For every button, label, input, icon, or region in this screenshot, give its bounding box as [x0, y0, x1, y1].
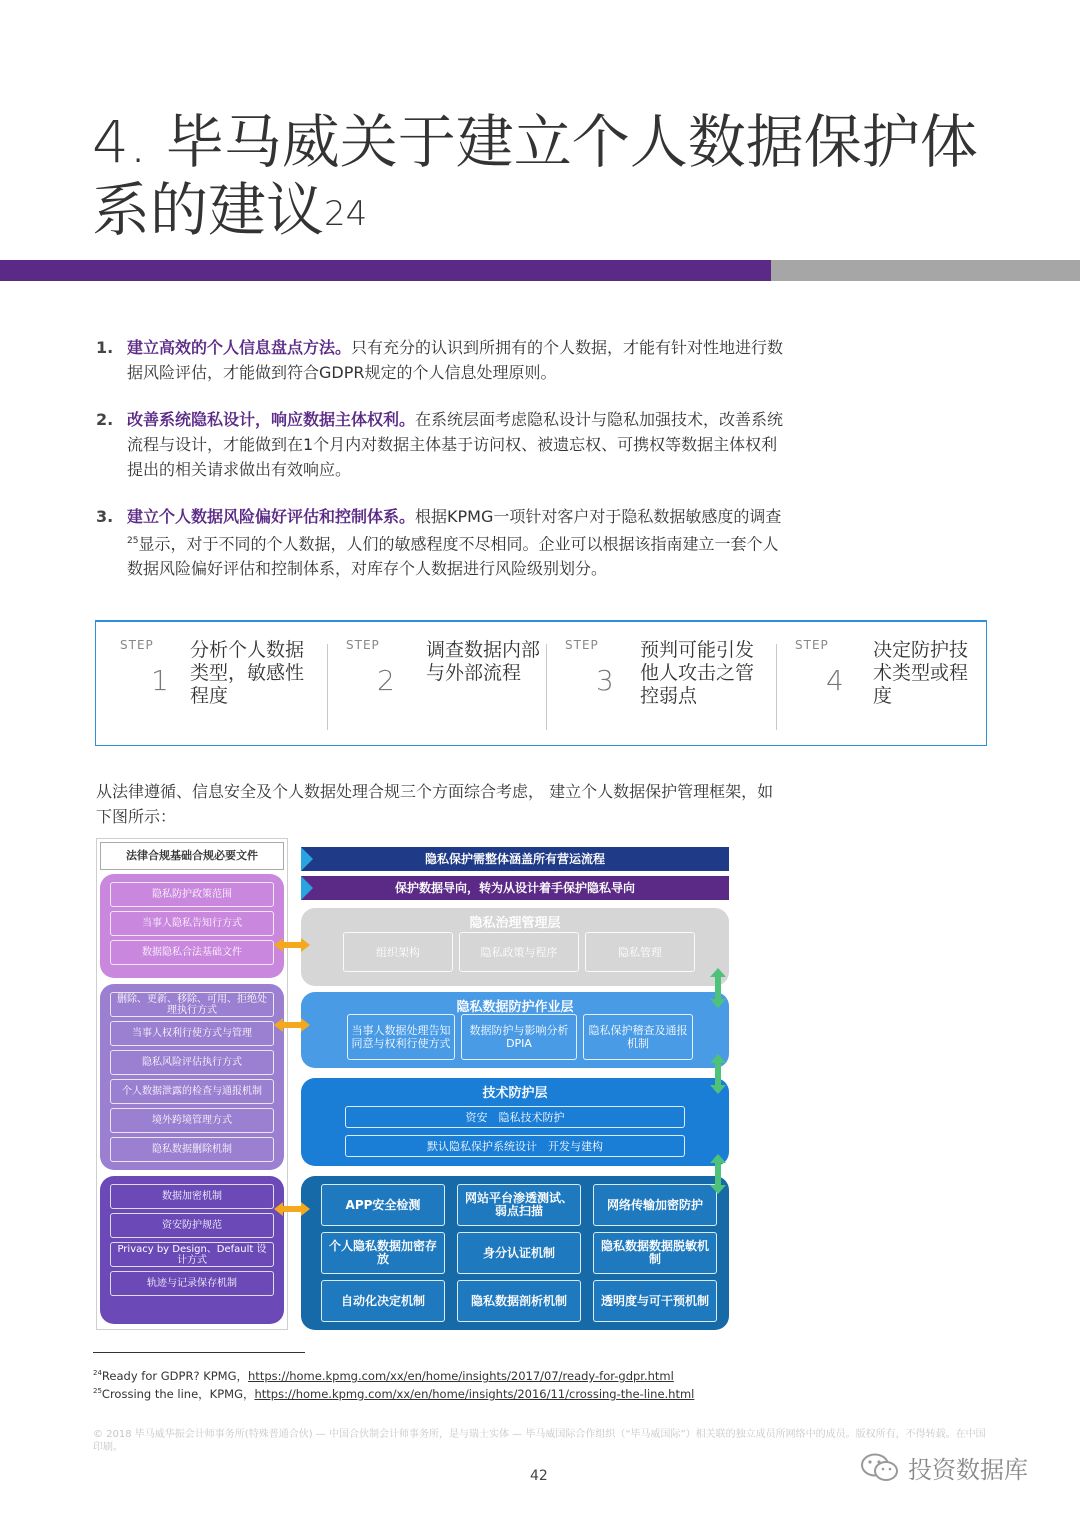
panel-box: 网络传输加密防护	[593, 1184, 717, 1226]
recommendation-item-2	[96, 407, 786, 482]
item-heading: 建立个人数据风险偏好评估和控制体系。	[127, 507, 416, 526]
left-item: 数据隐私合法基础文件	[110, 940, 274, 965]
panel-box: 隐私保护稽查及通报机制	[583, 1014, 693, 1060]
step-4	[771, 622, 986, 746]
left-item: 当事人隐私告知行方式	[110, 911, 274, 936]
step-text: 决定防护技术类型或程度	[873, 639, 969, 707]
panel-box: 网站平台渗透测试、弱点扫描	[457, 1184, 581, 1226]
left-item: 删除、更新、移除、可用、拒绝处理执行方式	[110, 992, 274, 1017]
banner-operations	[301, 847, 729, 871]
item-heading: 改善系统隐私设计，响应数据主体权利。	[127, 410, 416, 429]
panel-box: 默认隐私保护系统设计 开发与建构	[345, 1135, 685, 1157]
title-footnote-ref: 24	[324, 194, 368, 234]
panel-technical	[301, 1078, 729, 1166]
panel-governance	[301, 908, 729, 986]
panel-box: 个人隐私数据加密存放	[321, 1232, 445, 1274]
item-body: 只有充分的认识到所拥有的个人数据，才能有针对性地进行数据风险评估，才能做到符合GDPR规定的个人信息处理原则。	[127, 338, 784, 382]
panel-box: 隐私管理	[585, 932, 695, 972]
left-item: 境外跨境管理方式	[110, 1108, 274, 1133]
header-band-purple	[0, 260, 771, 281]
page-number: 42	[530, 1468, 548, 1484]
double-arrow-icon	[274, 1202, 310, 1216]
step-label: STEP	[120, 638, 154, 652]
panel-box: 当事人数据处理告知同意与权利行使方式	[347, 1014, 455, 1060]
step-number: 3	[596, 664, 614, 697]
footnote-text: Ready for GDPR? KPMG，	[101, 1369, 249, 1383]
title-line2-text: 系的建议	[92, 176, 325, 244]
panel-box: 隐私数据数据脱敏机制	[593, 1232, 717, 1274]
framework-diagram	[96, 838, 736, 1338]
left-item: Privacy by Design、Default 设计方式	[110, 1242, 274, 1267]
copyright-notice: © 2018 毕马威华振会计师事务所(特殊普通合伙) — 中国合伙制会计师事务所，是与瑞士实体 — 毕马威国际合作组织（“毕马威国际”）相关联的独立成员所网络中的成员。版权所有，不得转载。在中国印刷。	[93, 1429, 986, 1453]
panel-box: 透明度与可干预机制	[593, 1280, 717, 1322]
panel-box: 数据防护与影响分析DPIA	[461, 1014, 577, 1060]
panel-box: 隐私数据剖析机制	[457, 1280, 581, 1322]
step-label: STEP	[565, 638, 599, 652]
watermark-text: 投资数据库	[908, 1456, 1028, 1484]
item-body: 根据KPMG一项针对客户对于隐私数据敏感度的调查	[415, 507, 782, 526]
left-item: 个人数据泄露的检查与通报机制	[110, 1079, 274, 1104]
footnote-rule	[93, 1352, 305, 1353]
panel-title: 隐私治理管理层	[469, 916, 561, 931]
panel-controls	[301, 1176, 729, 1330]
step-number: 2	[377, 664, 395, 697]
footnote-text: Crossing the line，KPMG，	[101, 1387, 255, 1401]
left-item: 当事人权利行使方式与管理	[110, 1021, 274, 1046]
left-item: 资安防护规范	[110, 1213, 274, 1238]
panel-box: 自动化决定机制	[321, 1280, 445, 1322]
recommendation-item-3	[96, 504, 786, 581]
left-group-2	[100, 984, 284, 1170]
panel-box: 身分认证机制	[457, 1232, 581, 1274]
footnote-25	[93, 1386, 694, 1402]
left-item: 隐私防护政策范围	[110, 882, 274, 907]
panel-title: 隐私数据防护作业层	[456, 1000, 574, 1015]
banner-text: 隐私保护需整体涵盖所有营运流程	[424, 852, 605, 866]
recommendation-item-1	[96, 335, 786, 385]
steps-box	[95, 620, 987, 746]
step-1	[96, 622, 326, 746]
item-body: 在系统层面考虑隐私设计与隐私加强技术，改善系统流程与设计，才能做到在1个月内对数据主体基于访问权、被遗忘权、可携权等数据主体权利提出的相关请求做出有效响应。	[127, 410, 784, 479]
step-label: STEP	[795, 638, 829, 652]
item-number: 1.	[96, 338, 114, 357]
item-number: 2.	[96, 410, 114, 429]
item-heading: 建立高效的个人信息盘点方法。	[127, 338, 352, 357]
banner-design	[301, 876, 729, 900]
left-group-1	[100, 874, 284, 978]
footnote-link[interactable]: https://home.kpmg.com/xx/en/home/insights/2017/07/ready-for-gdpr.html	[248, 1369, 674, 1383]
left-group-3	[100, 1176, 284, 1324]
chevron-icon	[301, 847, 313, 871]
panel-box: 隐私政策与程序	[459, 932, 579, 972]
step-2	[322, 622, 546, 746]
left-column-header: 法律合规基础合规必要文件	[100, 842, 284, 870]
step-text: 预判可能引发他人攻击之管控弱点	[640, 639, 755, 707]
step-label: STEP	[346, 638, 380, 652]
footnote-number: 25	[93, 1387, 102, 1396]
panel-box: APP安全检测	[321, 1184, 445, 1226]
framework-intro: 从法律遵循、信息安全及个人数据处理合规三个方面综合考虑， 建立个人数据保护管理框架，如下图所示：	[96, 782, 774, 826]
banner-text: 保护数据导向，转为从设计着手保护隐私导向	[394, 881, 635, 895]
panel-title: 技术防护层	[482, 1086, 548, 1101]
double-arrow-icon	[274, 938, 310, 952]
item-number: 3.	[96, 507, 114, 526]
header-band-grey	[771, 260, 1080, 281]
left-item: 数据加密机制	[110, 1184, 274, 1209]
left-item: 轨迹与记录保存机制	[110, 1271, 274, 1296]
step-text: 分析个人数据类型，敏感性程度	[190, 639, 305, 707]
step-text: 调查数据内部与外部流程	[426, 639, 541, 684]
vertical-arrow-icon	[710, 1054, 726, 1094]
watermark	[860, 1450, 1028, 1485]
footnote-link[interactable]: https://home.kpmg.com/xx/en/home/insights/2016/11/crossing-the-line.html	[254, 1387, 695, 1401]
step-number: 1	[151, 664, 169, 697]
vertical-arrow-icon	[710, 1154, 726, 1194]
title-line2	[92, 176, 992, 244]
page-title	[92, 108, 992, 244]
title-line1: 4. 毕马威关于建立个人数据保护体	[92, 108, 978, 176]
panel-box: 资安 隐私技术防护	[345, 1106, 685, 1128]
left-item: 隐私风险评估执行方式	[110, 1050, 274, 1075]
footnote-number: 24	[93, 1369, 102, 1378]
item-body-cont: 显示，对于不同的个人数据，人们的敏感程度不尽相同。企业可以根据该指南建立一套个人数据风险偏好评估和控制体系，对库存个人数据进行风险级别划分。	[127, 534, 779, 579]
wechat-icon	[860, 1452, 900, 1484]
panel-box: 组织架构	[343, 932, 453, 972]
panel-operations	[301, 992, 729, 1068]
step-number: 4	[826, 664, 844, 697]
double-arrow-icon	[274, 1018, 310, 1032]
item-footnote-ref: 25	[127, 536, 139, 546]
chevron-icon	[301, 876, 313, 900]
step-3	[541, 622, 771, 746]
vertical-arrow-icon	[710, 968, 726, 1008]
footnote-24	[93, 1368, 674, 1384]
left-item: 隐私数据删除机制	[110, 1137, 274, 1162]
